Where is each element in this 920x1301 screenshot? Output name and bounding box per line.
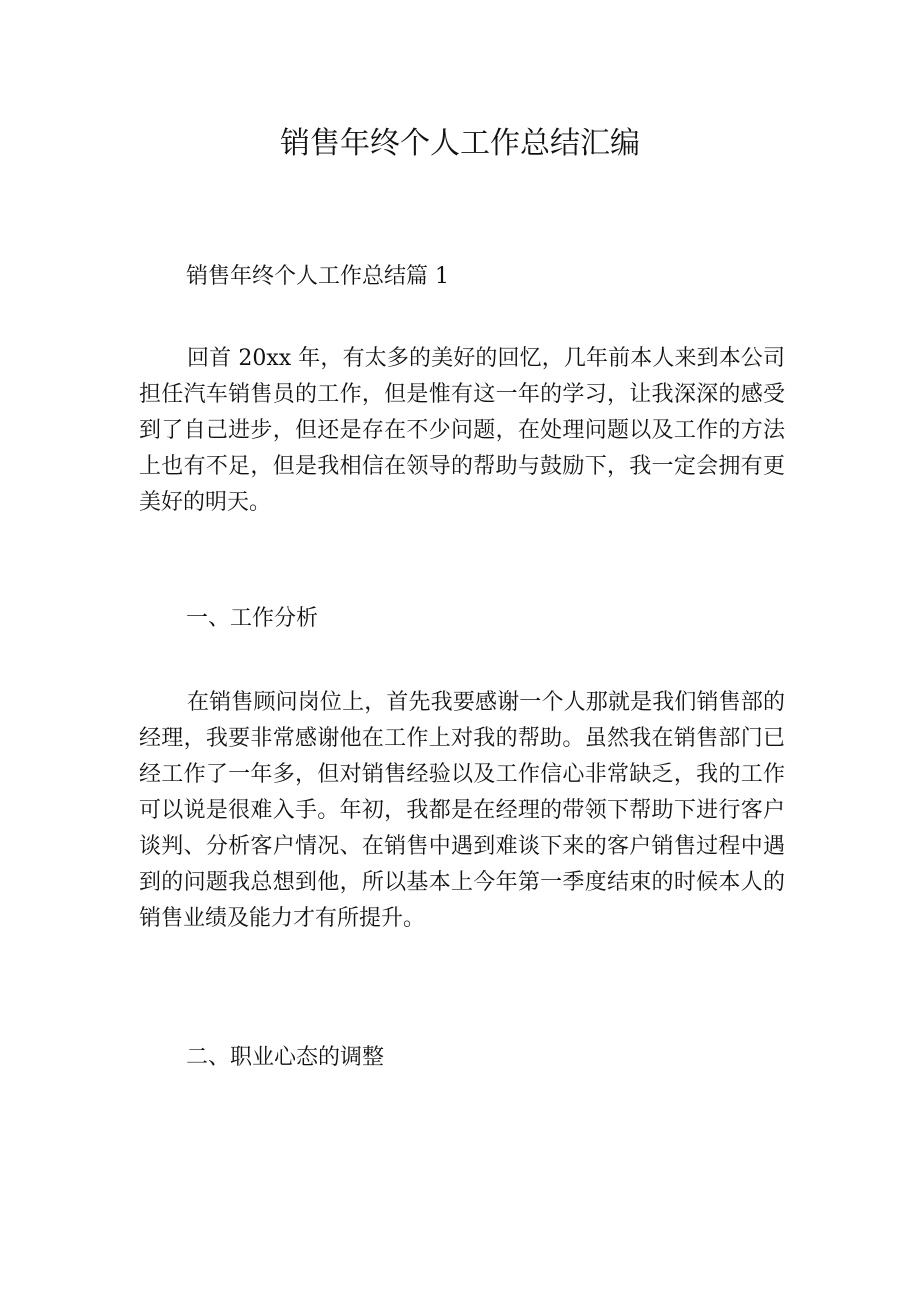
heading-mindset-adjustment: 二、职业心态的调整 (186, 1045, 385, 1070)
paragraph-work-analysis: 在销售顾问岗位上，首先我要感谢一个人那就是我们销售部的经理，我要非常感谢他在工作上对我的帮助。虽然我在销售部门已经工作了一年多，但对销售经验以及工作信心非常缺乏，我的工作可以说是很难入手。年初，我都是在经理的带领下帮助下进行客户谈判、分析客户情况、在销售中遇到难谈下来的客户销售过程中遇到的问题我总想到他，所以基本上今年第一季度结束的时候本人的销售业绩及能力才有所提升。 (139, 690, 785, 931)
document-title: 销售年终个人工作总结汇编 (280, 126, 640, 161)
paragraph-intro: 回首 20xx 年，有太多的美好的回忆，几年前本人来到本公司担任汽车销售员的工作，但是惟有这一年的学习，让我深深的感受到了自己进步，但还是存在不少问题，在处理问题以及工作的方法上也有不足，但是我相信在领导的帮助与鼓励下，我一定会拥有更美好的明天。 (139, 346, 785, 515)
section-title: 销售年终个人工作总结篇 1 (186, 264, 449, 289)
heading-work-analysis: 一、工作分析 (186, 606, 319, 631)
